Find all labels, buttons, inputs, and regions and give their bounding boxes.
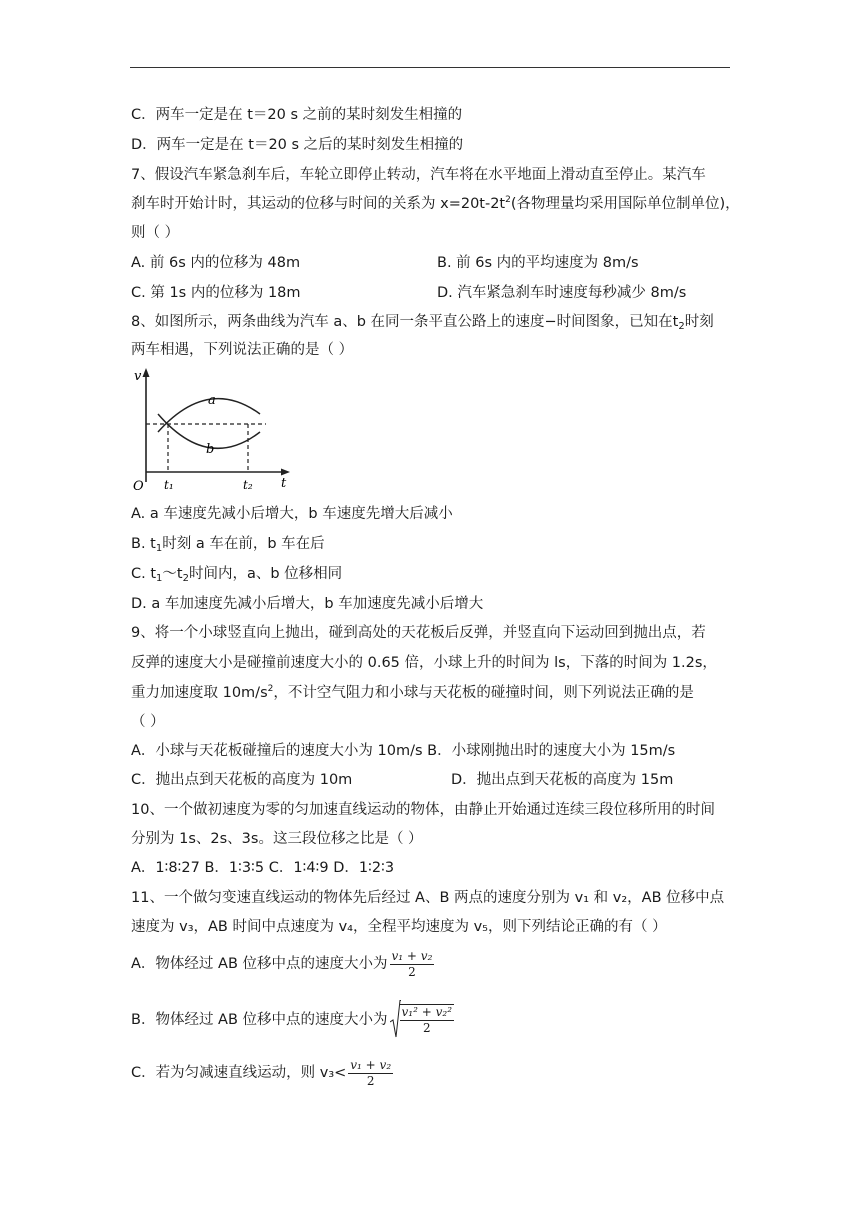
q7-stem-line1: 7、假设汽车紧急刹车后，车轮立即停止转动，汽车将在水平地面上滑动直至停止。某汽车 [131, 167, 706, 183]
q8-option-b: B. $t_1$时刻 a 车在前，b 车在后 [131, 536, 325, 554]
sqrt-expression [390, 1000, 454, 1040]
q11-stem-line2: 速度为 v₃，AB 时间中点速度为 v₄，全程平均速度为 v₅，则下列结论正确的有（ ） [131, 919, 667, 935]
graph-label-origin: O [133, 479, 144, 494]
fraction-sum-of-squares-over-2: $\frac{\text{v₁² + v₂²}}{2}$ [401, 1005, 453, 1035]
velocity-time-graph [128, 366, 298, 496]
q9-option-c: C．抛出点到天花板的高度为 10m [131, 772, 353, 788]
q7-option-c: C. 第 1s 内的位移为 18m [131, 285, 301, 301]
q11-option-b: B．物体经过 AB 位移中点的速度大小为 $\frac{\text{v₁² + v₂²}}{2}$ [131, 1000, 454, 1040]
q10-stem-line1: 10、一个做初速度为零的匀加速直线运动的物体，由静止开始通过连续三段位移所用的时间 [131, 802, 715, 818]
q9-stem-line2: 反弹的速度大小是碰撞前速度大小的 0.65 倍，小球上升的时间为 ls，下落的时间为 1.2s， [131, 655, 717, 671]
q11-option-a: A．物体经过 AB 位移中点的速度大小为 $\frac{\text{v₁ + v₂}}{2}$ [131, 948, 433, 979]
graph-label-v: v [134, 369, 142, 384]
q7-stem-line3: 则（ ） [131, 225, 180, 241]
q7-stem-line2: 刹车时开始计时，其运动的位移与时间的关系为 $x=20t-2t^2$(各物理量均采用国际单位制单位)， [131, 195, 740, 212]
graph-y-arrow [143, 368, 150, 377]
q10-stem-line2: 分别为 1s、2s、3s。这三段位移之比是（ ） [131, 831, 423, 847]
graph-x-arrow [281, 469, 290, 476]
q11-stem-line1: 11、一个做匀变速直线运动的物体先后经过 A、B 两点的速度分别为 v₁ 和 v₂，AB 位移中点 [131, 890, 725, 906]
fraction-v1-plus-v2-over-2: $\frac{\text{v₁ + v₂}}{2}$ [391, 948, 433, 979]
q9-stem-line1: 9、将一个小球竖直向上抛出，碰到高处的天花板后反弹，并竖直向下运动回到抛出点，若 [131, 625, 706, 641]
q6-option-d: D．两车一定是在 t＝20 s 之后的某时刻发生相撞的 [131, 137, 464, 153]
q9-option-d: D．抛出点到天花板的高度为 15m [451, 772, 674, 788]
q9-stem-line3: 重力加速度取 $10m/s^2$，不计空气阻力和小球与天花板的碰撞时间，则下列说法正确的是 [131, 684, 694, 701]
q11-option-c: C．若为匀减速直线运动，则 v₃< $\frac{\text{v₁ + v₂}}{2}$ [131, 1057, 392, 1088]
graph-label-t: t [281, 476, 287, 491]
q7-option-b: B. 前 6s 内的平均速度为 8m/s [437, 255, 639, 271]
radical-sign [390, 1000, 401, 1038]
graph-label-a: a [208, 393, 216, 408]
graph-label-t2: t₂ [243, 478, 253, 492]
q9-options-ab: A．小球与天花板碰撞后的速度大小为 10m/s B．小球刚抛出时的速度大小为 15m/s [131, 743, 676, 759]
q8-stem-line2: 两车相遇，下列说法正确的是（ ） [131, 342, 354, 358]
graph-label-t1: t₁ [164, 478, 174, 492]
q6-option-c: C．两车一定是在 t＝20 s 之前的某时刻发生相撞的 [131, 107, 463, 123]
q8-stem-line1: 8、如图所示，两条曲线为汽车 a、b 在同一条平直公路上的速度−时间图象，已知在$t_2$时刻 [131, 314, 714, 332]
fraction-v1-plus-v2-over-2-c: $\frac{\text{v₁ + v₂}}{2}$ [350, 1057, 392, 1088]
q7-option-d: D. 汽车紧急刹车时速度每秒减少 8m/s [437, 285, 687, 301]
q8-option-a: A. a 车速度先减小后增大，b 车速度先增大后减小 [131, 506, 453, 522]
q7-option-a: A. 前 6s 内的位移为 48m [131, 255, 301, 271]
q9-stem-line4: （ ） [131, 714, 165, 730]
header-rule [130, 67, 730, 68]
q8-option-c: C. $t_1\sim t_2$时间内，a、b 位移相同 [131, 566, 343, 584]
q10-options: A．1∶8∶27 B．1∶3∶5 C．1∶4∶9 D．1∶2∶3 [131, 860, 395, 876]
q8-option-d: D. a 车加速度先减小后增大，b 车加速度先减小后增大 [131, 596, 484, 612]
graph-label-b: b [206, 442, 215, 457]
